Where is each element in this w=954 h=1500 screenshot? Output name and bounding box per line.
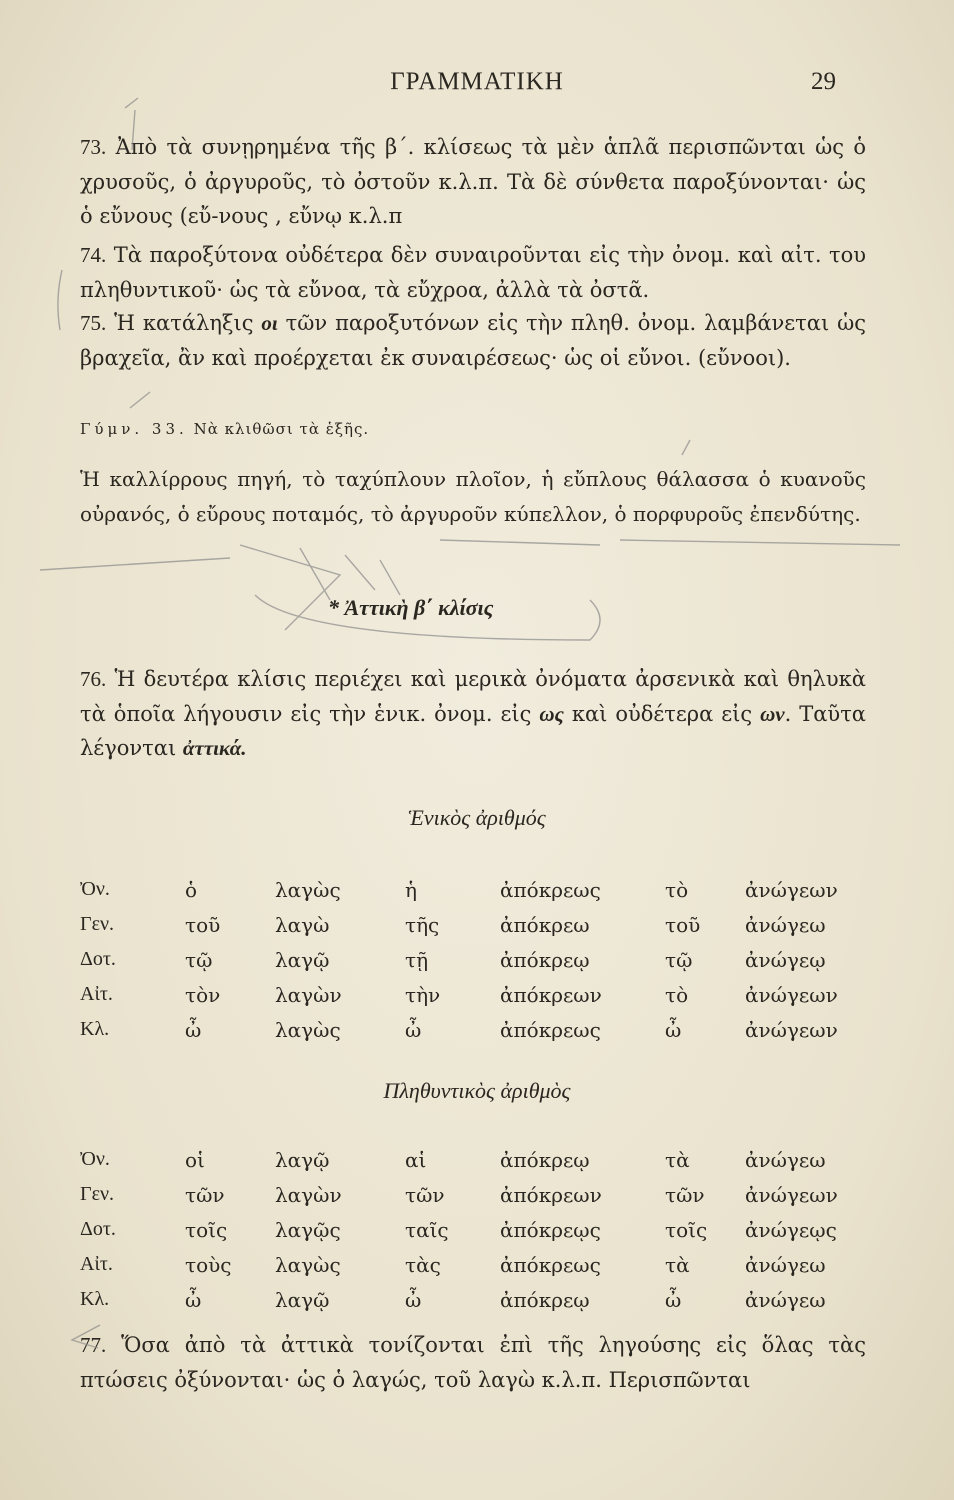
plural-heading: Πληθυντικὸς ἀριθμὸς xyxy=(383,1078,571,1103)
declension-form: τὸ xyxy=(665,982,689,1007)
declension-form: τοῖς xyxy=(665,1217,708,1242)
emphasized-ending: ως xyxy=(539,701,564,726)
declension-form: ἀνώγεω xyxy=(745,1287,826,1312)
case-label: Αἰτ. xyxy=(80,1253,113,1275)
declension-form: τὰς xyxy=(405,1252,441,1277)
declension-form: ὦ xyxy=(185,1287,202,1312)
pencil-stroke xyxy=(130,392,150,408)
declension-form: λαγὼν xyxy=(275,982,342,1007)
declension-form: τῇ xyxy=(405,947,429,972)
emphasized-term: ἀττικά. xyxy=(182,736,247,760)
running-title: ΓΡΑΜΜΑΤΙΚΗ xyxy=(390,68,564,95)
emphasized-ending: ων xyxy=(760,701,785,726)
paragraph-number: 75. xyxy=(80,311,107,335)
paragraph-number: 74. xyxy=(80,243,107,267)
case-label: Δοτ. xyxy=(80,1218,116,1240)
declension-form: ἀπόκρεων xyxy=(500,1182,602,1207)
declension-form: τῶν xyxy=(185,1182,225,1207)
case-label: Γεν. xyxy=(80,1183,115,1205)
declension-form: ἀπόκρεῳς xyxy=(500,1217,601,1242)
singular-heading: Ἑνικὸς ἀριθμός xyxy=(408,805,546,830)
declension-row xyxy=(80,907,865,942)
declension-form: ἡ xyxy=(405,877,417,902)
declension-row xyxy=(80,1142,865,1177)
pencil-stroke xyxy=(682,440,690,455)
declension-form: ὁ xyxy=(185,877,198,902)
declension-row xyxy=(80,1282,865,1317)
declension-form: ἀνώγεω xyxy=(745,1147,826,1172)
exercise-label: Γύμν. 33. xyxy=(80,420,188,438)
declension-form: ἀπόκρεως xyxy=(500,1252,601,1277)
paragraph-text: Ἡ κατάληξις xyxy=(114,311,254,335)
declension-form: ταῖς xyxy=(405,1217,449,1242)
paragraph-text: καὶ οὐδέτερα εἰς xyxy=(571,701,753,726)
declension-form: τῆς xyxy=(405,912,440,937)
declension-form: ἀνώγεων xyxy=(745,1182,838,1207)
declension-form: λαγὼ xyxy=(275,912,330,937)
declension-form: οἱ xyxy=(185,1147,205,1172)
pencil-stroke xyxy=(58,270,62,330)
exercise-text: Ἡ καλλίρρους πηγή, τὸ ταχύπλουν πλοῖον, ἡ εὔπλους θάλασσα ὁ κυανοῦς οὐρανός, ὁ εὔρους ποταμός, τὸ ἀργυροῦν κύπελλον, ὁ πορφυροῦς ἐπενδύτης. xyxy=(80,467,866,526)
declension-form: τοῖς xyxy=(185,1217,228,1242)
declension-form: ἀπόκρεων xyxy=(500,982,602,1007)
page-header xyxy=(0,66,954,106)
paragraph-text: . Ταῦτα λέγονται xyxy=(80,701,866,760)
declension-form: τὸ xyxy=(665,877,689,902)
declension-form: ἀπόκρεῳ xyxy=(500,1147,590,1172)
case-label: Αἰτ. xyxy=(80,983,113,1005)
declension-form: ὦ xyxy=(665,1287,682,1312)
declension-form: ἀπόκρεως xyxy=(500,1017,601,1042)
declension-form: τῷ xyxy=(665,947,693,972)
declension-form: ὦ xyxy=(185,1017,202,1042)
declension-form: λαγῷ xyxy=(275,1147,330,1172)
declension-form: ἀνώγεῳς xyxy=(745,1217,837,1242)
declension-form: τῶν xyxy=(405,1182,445,1207)
declension-form: αἱ xyxy=(405,1147,427,1172)
declension-form: ὦ xyxy=(405,1287,422,1312)
declension-form: ἀνώγεῳ xyxy=(745,947,826,972)
declension-form: τὰ xyxy=(665,1147,690,1172)
case-label: Δοτ. xyxy=(80,948,116,970)
declension-row xyxy=(80,1212,865,1247)
exercise-instruction: Νὰ κλιθῶσι τὰ ἑξῆς. xyxy=(193,420,370,438)
declension-row xyxy=(80,942,865,977)
paragraph-74 xyxy=(80,238,866,307)
singular-table xyxy=(80,872,865,1047)
declension-form: ὦ xyxy=(665,1017,682,1042)
declension-row xyxy=(80,977,865,1012)
declension-form: ἀπόκρεως xyxy=(500,877,601,902)
paragraph-text: Ὅσα ἀπὸ τὰ ἀττικὰ τονίζονται ἐπὶ τῆς ληγούσης εἰς ὅλας τὰς πτώσεις ὀξύνονται· ὡς ὁ λαγώς, τοῦ λαγὼ κ.λ.π. Περισπῶνται xyxy=(80,1333,866,1392)
declension-row xyxy=(80,1247,865,1282)
case-label: Κλ. xyxy=(80,1288,110,1310)
declension-form: ἀπόκρεω xyxy=(500,912,590,937)
declension-form: ἀπόκρεῳ xyxy=(500,947,590,972)
declension-form: ἀνώγεω xyxy=(745,912,826,937)
declension-row xyxy=(80,872,865,907)
paragraph-76 xyxy=(80,662,866,766)
section-heading: * Ἀττικὴ β΄ κλίσις xyxy=(328,595,494,620)
paragraph-number: 76. xyxy=(80,667,107,691)
declension-form: λαγὼς xyxy=(275,877,341,902)
declension-form: ἀνώγεων xyxy=(745,1017,838,1042)
paragraph-text: Ἀπὸ τὰ συνῃρημένα τῆς β΄. κλίσεως τὰ μὲν ἁπλᾶ περισπῶνται ὡς ὁ χρυσοῦς, ὁ ἀργυροῦς, τὸ ὀστοῦν κ.λ.π. Τὰ δὲ σύνθετα παροξύνονται· ὡς ὁ εὔνους (εὔ-νους , εὔνῳ κ.λ.π xyxy=(80,135,866,228)
declension-form: τὰ xyxy=(665,1252,690,1277)
exercise-line xyxy=(80,420,369,438)
paragraph-number: 77. xyxy=(80,1333,107,1357)
paragraph-77 xyxy=(80,1328,866,1397)
declension-form: λαγῷς xyxy=(275,1217,341,1242)
declension-form: τοῦ xyxy=(665,912,701,937)
declension-form: λαγὼν xyxy=(275,1182,342,1207)
declension-form: λαγὼς xyxy=(275,1017,341,1042)
case-label: Ὀν. xyxy=(80,878,110,900)
declension-form: ἀνώγεων xyxy=(745,877,838,902)
declension-row xyxy=(80,1177,865,1212)
paragraph-75 xyxy=(80,306,866,375)
declension-form: τοὺς xyxy=(185,1252,232,1277)
case-label: Κλ. xyxy=(80,1018,110,1040)
declension-form: λαγὼς xyxy=(275,1252,341,1277)
paragraph-text: Τὰ παροξύτονα οὐδέτερα δὲν συναιροῦνται εἰς τὴν ὀνομ. καὶ αἰτ. του πληθυντικοῦ· ὡς τὰ εὔνοα, τὰ εὔχροα, ἀλλὰ τὰ ὀστᾶ. xyxy=(80,243,866,302)
declension-form: ἀνώγεω xyxy=(745,1252,826,1277)
emphasized-ending: οι xyxy=(261,311,278,335)
declension-form: τὸν xyxy=(185,982,221,1007)
declension-form: τῷ xyxy=(185,947,213,972)
paragraph-text: τῶν παροξυτόνων εἰς τὴν πληθ. ὀνομ. λαμβάνεται ὡς βραχεῖα, ἂν καὶ προέρχεται ἐκ συναιρέσεως· ὡς οἱ εὔνοι. (εὔνοοι). xyxy=(80,311,866,370)
paragraph-number: 73. xyxy=(80,135,107,159)
case-label: Γεν. xyxy=(80,913,115,935)
declension-form: λαγῷ xyxy=(275,947,330,972)
plural-table xyxy=(80,1142,865,1317)
declension-form: ἀνώγεων xyxy=(745,982,838,1007)
paragraph-text: Ἡ δευτέρα κλίσις περιέχει καὶ μερικὰ ὀνόματα ἀρσενικὰ καὶ θηλυκὰ τὰ ὁποῖα λήγουσιν εἰς τὴν ἑνικ. ὀνομ. εἰς xyxy=(80,667,866,726)
declension-form: τῶν xyxy=(665,1182,705,1207)
declension-form: ὦ xyxy=(405,1017,422,1042)
case-label: Ὀν. xyxy=(80,1148,110,1170)
page-number: 29 xyxy=(811,68,836,95)
paragraph-73 xyxy=(80,130,866,234)
declension-form: τὴν xyxy=(405,982,441,1007)
declension-form: λαγῷ xyxy=(275,1287,330,1312)
declension-form: τοῦ xyxy=(185,912,221,937)
declension-form: ἀπόκρεῳ xyxy=(500,1287,590,1312)
declension-row xyxy=(80,1012,865,1047)
